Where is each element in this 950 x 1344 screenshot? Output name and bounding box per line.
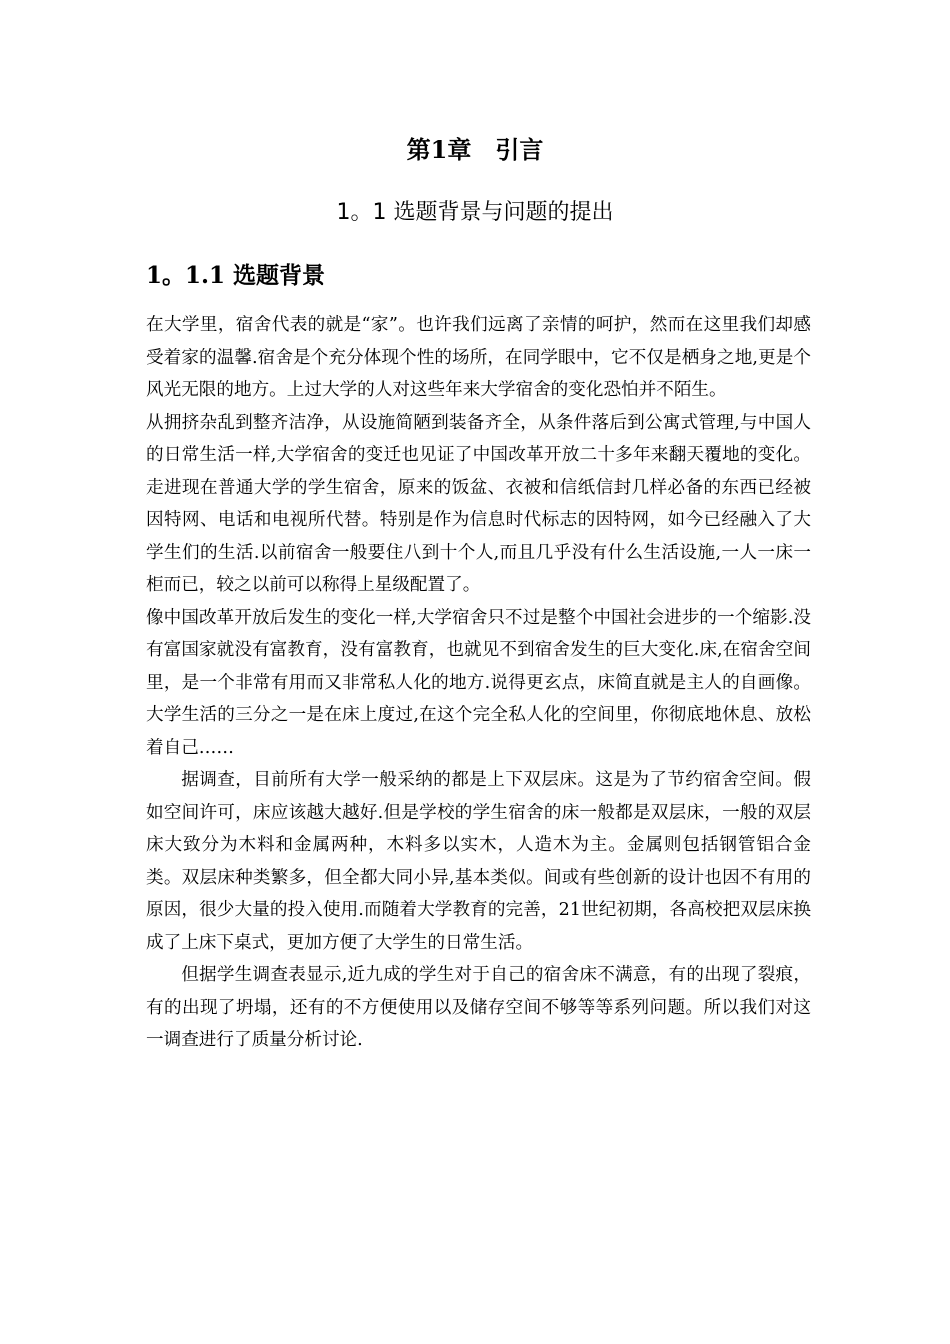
paragraph-2: 从拥挤杂乱到整齐洁净，从设施简陋到装备齐全，从条件落后到公寓式管理,与中国人的日常生活一样,大学宿舍的变迁也见证了中国改革开放二十多年来翻天覆地的变化。走进现在普通大学的学生宿舍，原来的饭盆、衣被和信纸信封几样必备的东西已经被因特网、电话和电视所代替。特别是作为信息时代标志的因特网，如今已经融入了大学生们的生活.以前宿舍一般要住八到十个人,而且几乎没有什么生活设施,一人一床一柜而已，较之以前可以称得上星级配置了。 [146,412,811,595]
paragraph-1: 在大学里，宿舍代表的就是“家”。也许我们远离了亲情的呵护，然而在这里我们却感受着家的温馨.宿舍是个充分体现个性的场所，在同学眼中，它不仅是栖身之地,更是个风光无限的地方。上过大学的人对这些年来大学宿舍的变化恐怕并不陌生。 [146,315,811,400]
section-title: 1。1 选题背景与问题的提出 [336,200,614,225]
body-text [146,309,811,1057]
chapter-title: 第1章 引言 [406,135,544,164]
paragraph-4: 据调查，目前所有大学一般采纳的都是上下双层床。这是为了节约宿舍空间。假如空间许可，床应该越大越好.但是学校的学生宿舍的床一般都是双层床，一般的双层床大致分为木料和金属两种，木料多以实木，人造木为主。金属则包括钢管铝合金类。双层床种类繁多，但全都大同小异,基本类似。间或有些创新的设计也因不有用的原因，很少大量的投入使用.而随着大学教育的完善，21世纪初期，各高校把双层床换成了上床下桌式，更加方便了大学生的日常生活。 [146,770,811,953]
paragraph-3: 像中国改革开放后发生的变化一样,大学宿舍只不过是整个中国社会进步的一个缩影.没有富国家就没有富教育，没有富教育，也就见不到宿舍发生的巨大变化.床,在宿舍空间里，是一个非常有用而又非常私人化的地方.说得更玄点，床简直就是主人的自画像。大学生活的三分之一是在床上度过,在这个完全私人化的空间里，你彻底地休息、放松着自己…… [146,607,811,758]
paragraph-5: 但据学生调查表显示,近九成的学生对于自己的宿舍床不满意，有的出现了裂痕，有的出现了坍塌，还有的不方便使用以及储存空间不够等等系列问题。所以我们对这一调查进行了质量分析讨论. [146,965,811,1050]
subsection-title: 1。1.1 选题背景 [146,262,326,289]
